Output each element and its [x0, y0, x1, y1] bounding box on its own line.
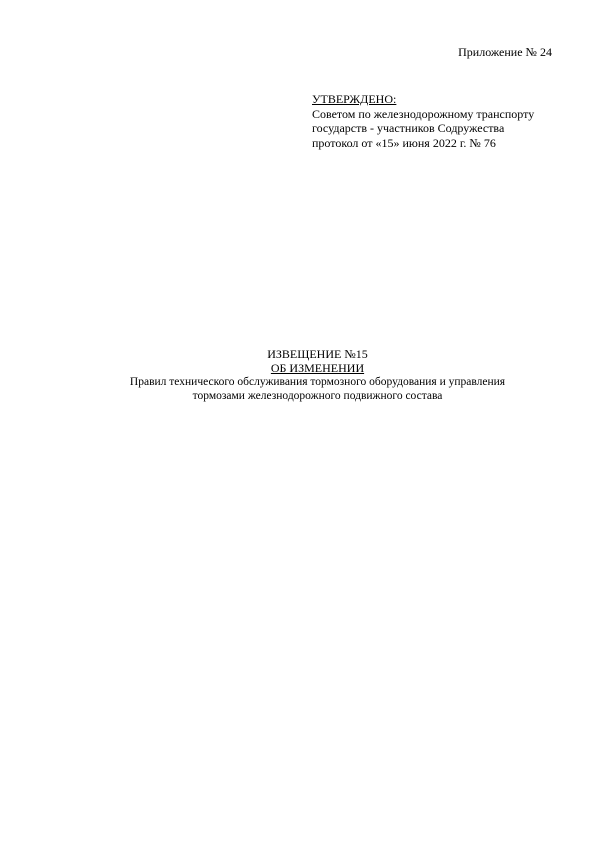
appendix-label: Приложение № 24 — [458, 45, 552, 59]
notice-description-line-1: Правил технического обслуживания тормозного оборудования и управления — [129, 376, 506, 388]
approval-line-states: государств - участников Содружества — [312, 121, 505, 135]
notice-description-line-2: тормозами железнодорожного подвижного состава — [192, 390, 443, 402]
approval-line-council: Советом по железнодорожному транспорту — [312, 106, 535, 121]
notice-block — [40, 347, 595, 403]
approval-block — [312, 92, 572, 150]
notice-title: ИЗВЕЩЕНИЕ №15 — [267, 347, 368, 361]
approval-line-protocol: протокол от «15» июня 2022 г. № 76 — [312, 135, 496, 150]
notice-subtitle: ОБ ИЗМЕНЕНИИ — [270, 361, 365, 375]
approval-heading: УТВЕРЖДЕНО: — [312, 92, 397, 106]
